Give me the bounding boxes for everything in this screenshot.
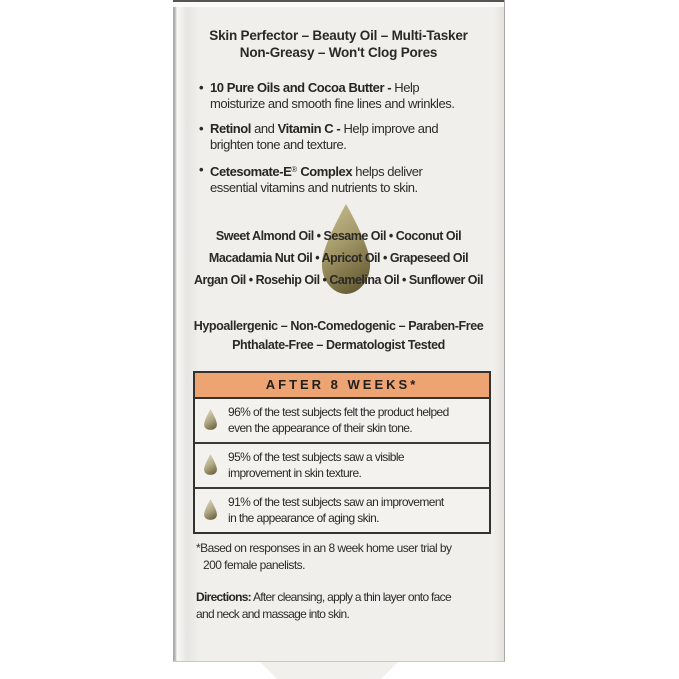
bullet-pure-oils-text: 10 Pure Oils and Cocoa Butter - Help moisturize and smooth fine lines and wrinkles. <box>210 80 455 111</box>
title-line-2: Non-Greasy – Won't Clog Pores <box>239 45 438 60</box>
bullet-cetesomate <box>199 162 490 196</box>
oils-line-3: Argan Oil • Rosehip Oil • Camelina Oil • Sunflower Oil <box>194 273 483 287</box>
small-droplet-icon <box>202 453 219 476</box>
footnote <box>196 540 451 573</box>
box-bottom-tab <box>260 662 398 679</box>
bullet-retinol-vitamin-c <box>199 121 490 153</box>
panel-title <box>173 27 504 61</box>
bullet-retinol-text: Retinol and Vitamin C - Help improve and brighten tone and texture. <box>210 121 439 152</box>
results-table-header: AFTER 8 WEEKS* <box>195 373 489 399</box>
product-back-panel <box>173 0 505 662</box>
result-text-91: 91% of the test subjects saw an improvement in the appearance of aging skin. <box>228 495 444 525</box>
bullet-dot-icon: • <box>199 162 204 177</box>
box-top-fold-highlight <box>173 2 504 7</box>
oils-line-1: Sweet Almond Oil • Sesame Oil • Coconut Oil <box>215 229 462 243</box>
claims-line-1: Hypoallergenic – Non-Comedogenic – Paraben-Free <box>193 319 484 333</box>
bullet-dot-icon: • <box>199 121 204 136</box>
footnote-line-2: 200 female panelists. <box>203 557 305 572</box>
directions: Directions: After cleansing, apply a thin layer onto face and neck and massage into skin. <box>196 590 451 621</box>
result-row-95 <box>195 442 489 487</box>
result-text-96: 96% of the test subjects felt the product helped even the appearance of their skin tone. <box>228 405 449 435</box>
result-row-91 <box>195 487 489 532</box>
result-row-96 <box>195 399 489 442</box>
directions-label: Directions: <box>196 590 251 604</box>
claims-block <box>173 317 504 355</box>
benefit-bullet-list <box>199 80 490 205</box>
results-table <box>193 371 491 534</box>
registered-trademark-symbol: ® <box>291 165 298 174</box>
bullet-pure-oils <box>199 80 490 112</box>
oil-ingredient-list <box>173 225 504 291</box>
footnote-line-1: *Based on responses in an 8 week home user trial by <box>196 541 452 555</box>
title-line-1: Skin Perfector – Beauty Oil – Multi-Tasker <box>209 28 468 43</box>
bullet-cetesomate-text: Cetesomate-E® Complex helps deliver essential vitamins and nutrients to skin. <box>210 164 423 195</box>
bullet-dot-icon: • <box>199 80 204 95</box>
small-droplet-icon <box>202 498 219 521</box>
claims-line-2: Phthalate-Free – Dermatologist Tested <box>232 338 445 352</box>
oils-line-2: Macadamia Nut Oil • Apricot Oil • Grapeseed Oil <box>208 251 469 265</box>
result-text-95: 95% of the test subjects saw a visible improvement in skin texture. <box>228 450 404 480</box>
small-droplet-icon <box>202 408 219 431</box>
